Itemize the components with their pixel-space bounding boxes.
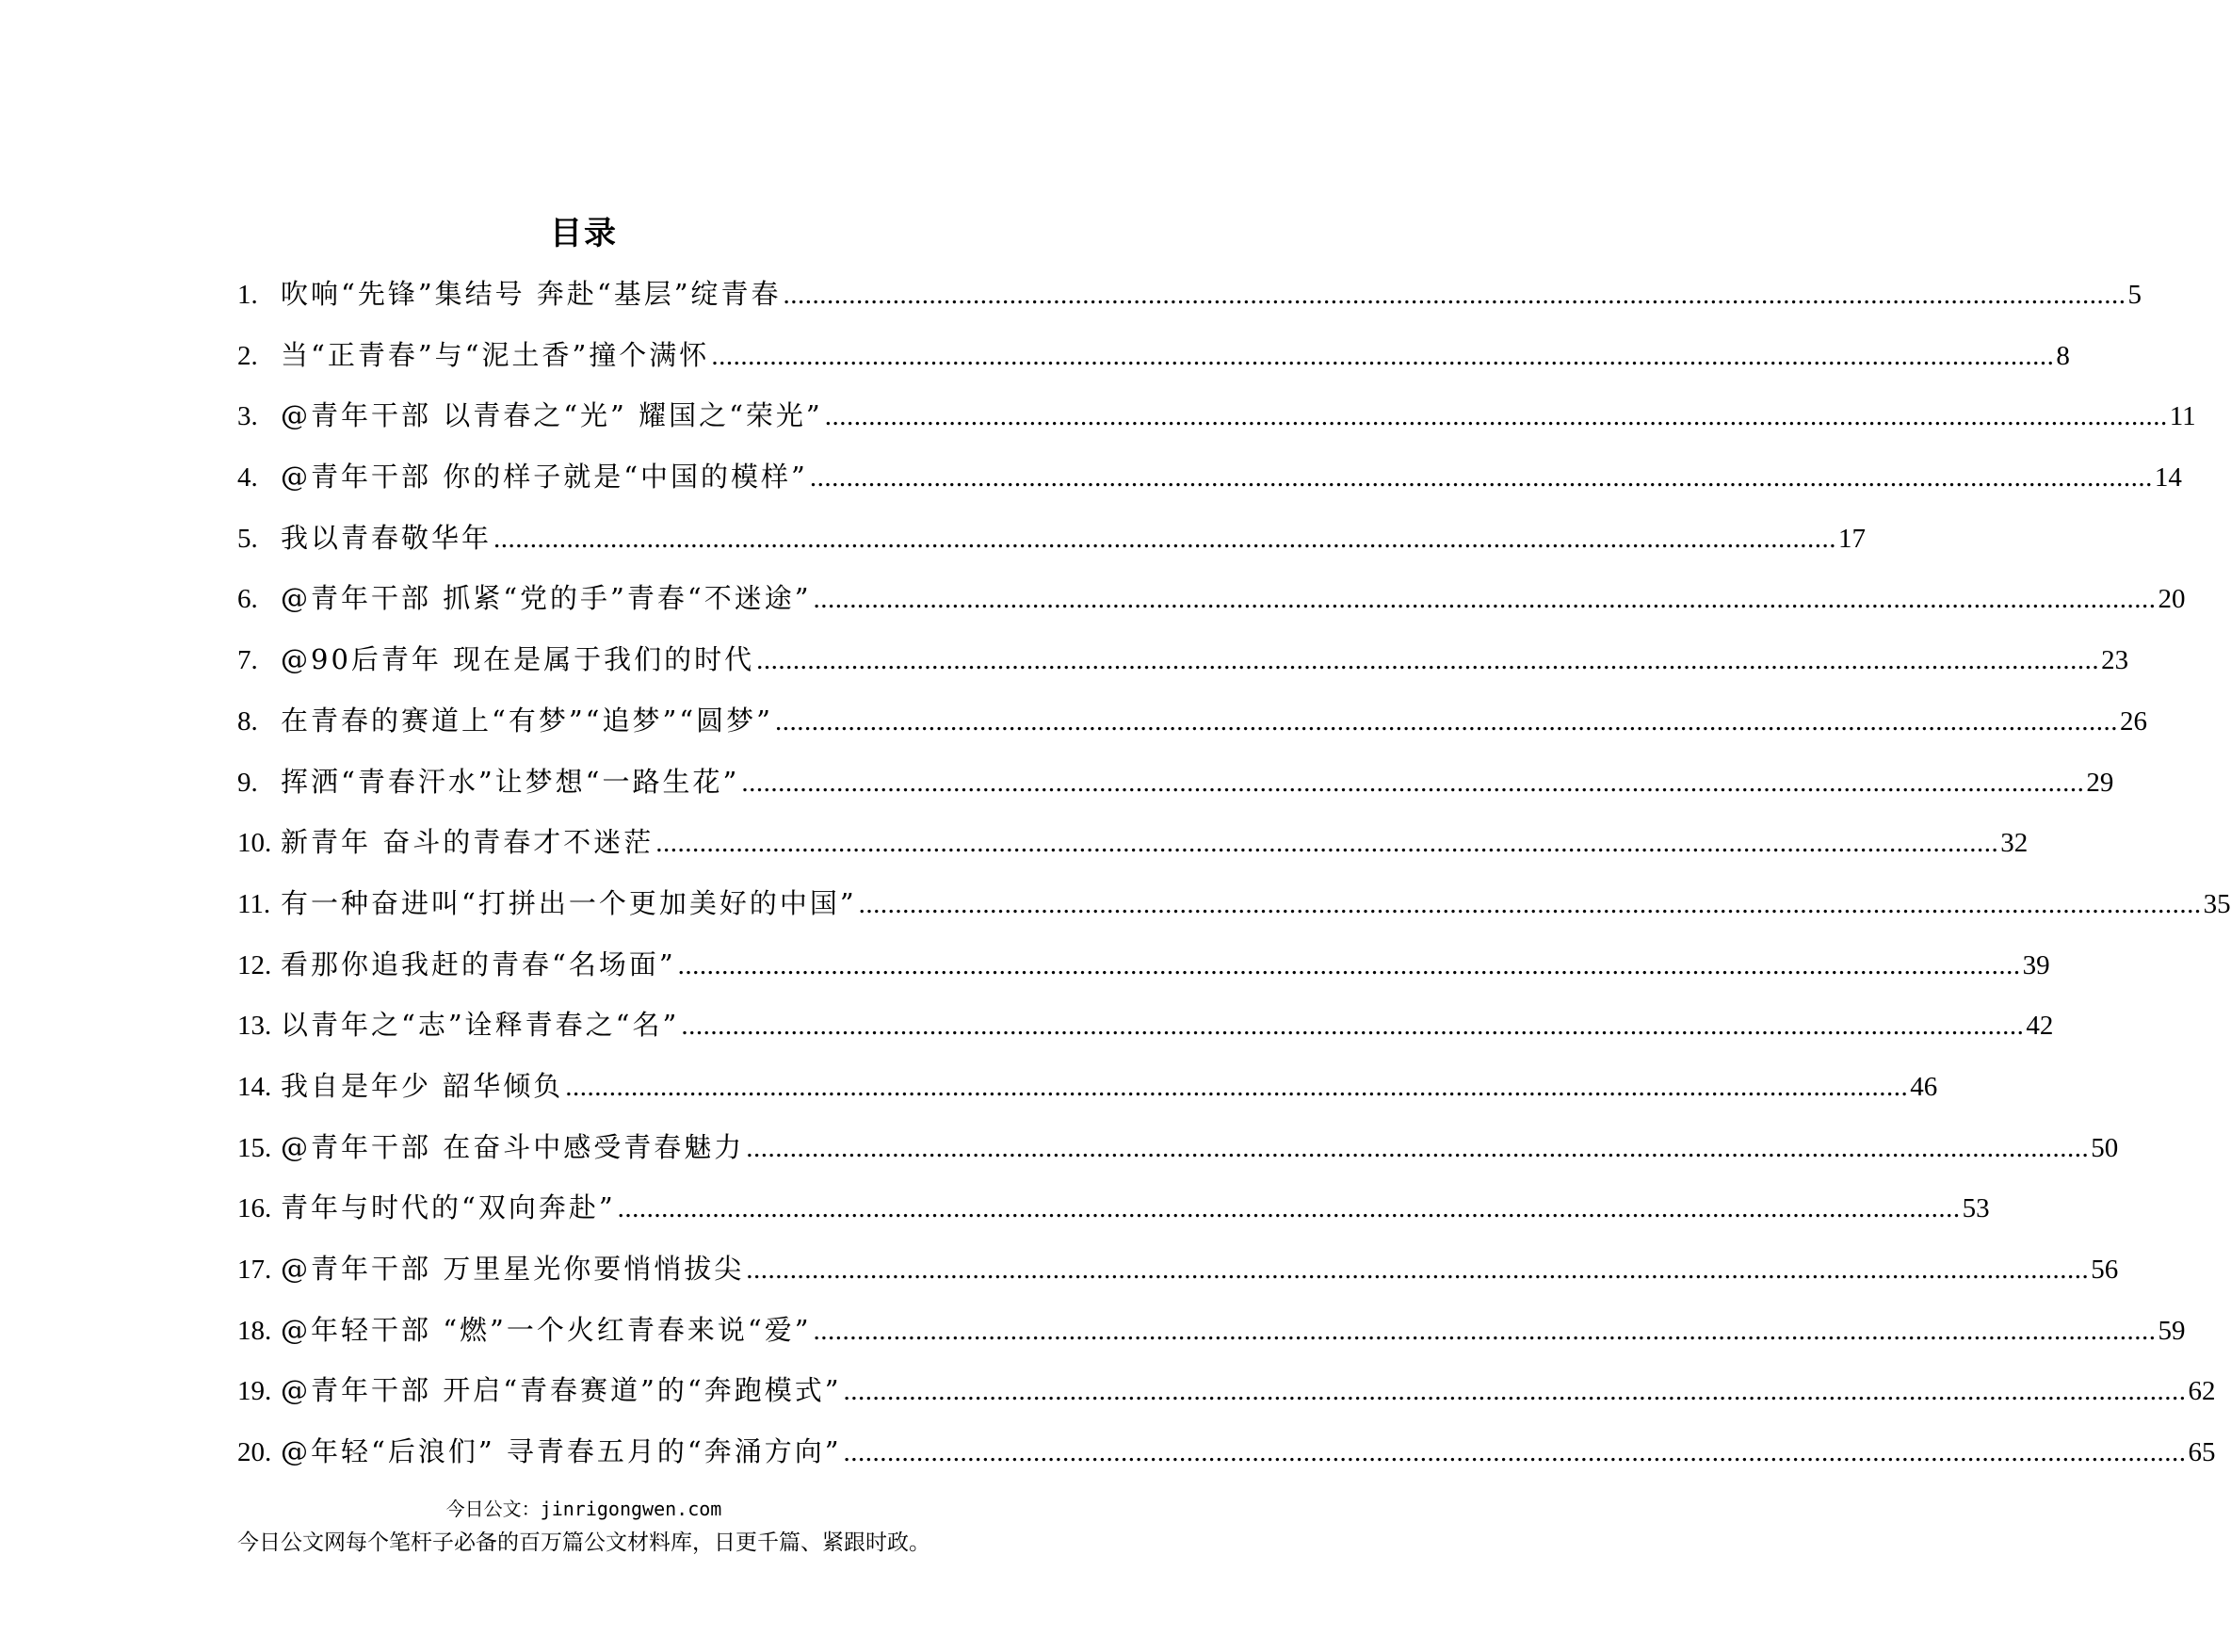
toc-item-number: 3.	[237, 401, 258, 432]
toc-item-title: @青年干部 以青春之“光” 耀国之“荣光”	[281, 399, 823, 432]
toc-item-title: 我自是年少 韶华倾负	[281, 1069, 564, 1102]
toc-item[interactable]	[237, 577, 2186, 639]
toc-item-page: 5	[2127, 280, 2142, 310]
toc-dot-leader	[655, 822, 1998, 864]
table-of-contents	[237, 273, 2231, 1492]
toc-item-page: 29	[2086, 767, 2114, 798]
toc-item[interactable]	[237, 273, 2142, 334]
toc-dot-leader	[746, 1127, 2089, 1169]
toc-dot-leader	[711, 335, 2054, 377]
toc-item-number: 18.	[237, 1315, 272, 1346]
toc-dot-leader	[565, 1066, 1908, 1108]
footer-slogan: 今日公文网每个笔杆子必备的百万篇公文材料库，日更千篇、紧跟时政。	[237, 1531, 930, 1555]
toc-item[interactable]	[237, 1187, 1990, 1248]
toc-dot-leader	[756, 640, 2099, 681]
toc-item-number: 6.	[237, 584, 258, 615]
toc-item-page: 50	[2091, 1132, 2119, 1163]
toc-item-number: 1.	[237, 280, 258, 310]
toc-item[interactable]	[237, 1309, 2186, 1370]
toc-item-page: 20	[2158, 584, 2186, 615]
toc-item-number: 20.	[237, 1437, 272, 1468]
toc-item-page: 62	[2188, 1376, 2216, 1407]
toc-item-title: 青年与时代的“双向奔赴”	[281, 1191, 616, 1224]
toc-item-title: @青年干部 万里星光你要悄悄拔尖	[281, 1253, 745, 1285]
toc-dot-leader	[618, 1188, 1961, 1229]
footer-site-label: 今日公文：	[445, 1498, 541, 1520]
toc-item[interactable]	[237, 944, 2050, 1005]
toc-item[interactable]	[237, 456, 2182, 517]
toc-item[interactable]	[237, 1126, 2119, 1188]
toc-dot-leader	[814, 1310, 2157, 1352]
toc-item-title: 在青春的赛道上“有梦”“追梦”“圆梦”	[281, 704, 773, 737]
toc-item[interactable]	[237, 883, 2231, 944]
toc-item-title: @年轻“后浪们” 寻青春五月的“奔涌方向”	[281, 1435, 842, 1468]
toc-item-number: 2.	[237, 340, 258, 371]
toc-item-page: 53	[1962, 1193, 1990, 1224]
toc-item-title: 挥洒“青春汗水”让梦想“一路生花”	[281, 765, 740, 798]
toc-item[interactable]	[237, 1004, 2054, 1065]
toc-item-title: 吹响“先锋”集结号 奔赴“基层”绽青春	[281, 278, 782, 310]
toc-item-page: 32	[2000, 828, 2029, 859]
toc-item-number: 8.	[237, 705, 258, 737]
toc-item-page: 59	[2158, 1315, 2186, 1346]
toc-item-number: 14.	[237, 1071, 272, 1102]
toc-item-title: @年轻干部 “燃”一个火红青春来说“爱”	[281, 1313, 812, 1346]
toc-item-title: 以青年之“志”诠释青春之“名”	[281, 1009, 680, 1042]
toc-item-page: 23	[2101, 645, 2129, 676]
toc-dot-leader	[775, 701, 2118, 742]
toc-dot-leader	[844, 1370, 2187, 1412]
page-title: 目录	[550, 215, 618, 252]
toc-item-page: 35	[2203, 888, 2231, 919]
toc-item-page: 8	[2056, 340, 2070, 371]
toc-item-page: 65	[2188, 1437, 2216, 1468]
toc-item-number: 19.	[237, 1376, 272, 1407]
toc-item-page: 46	[1910, 1071, 1938, 1102]
toc-item-number: 13.	[237, 1011, 272, 1042]
toc-item-title: 新青年 奋斗的青春才不迷茫	[281, 826, 655, 859]
toc-item-number: 4.	[237, 462, 258, 494]
toc-item[interactable]	[237, 700, 2147, 761]
toc-item-number: 17.	[237, 1255, 272, 1285]
toc-dot-leader	[784, 274, 2126, 316]
toc-dot-leader	[825, 396, 2168, 437]
toc-item-page: 39	[2022, 949, 2050, 980]
toc-item[interactable]	[237, 639, 2129, 700]
toc-item-page: 56	[2091, 1255, 2119, 1285]
toc-item[interactable]	[237, 1431, 2216, 1492]
toc-item-page: 42	[2026, 1011, 2054, 1042]
toc-item-number: 7.	[237, 645, 258, 676]
toc-item-title: 有一种奋进叫“打拼出一个更加美好的中国”	[281, 886, 857, 919]
toc-item-title: @90后青年 现在是属于我们的时代	[281, 643, 755, 676]
toc-item[interactable]	[237, 517, 1867, 578]
toc-item-number: 9.	[237, 767, 258, 798]
toc-dot-leader	[746, 1249, 2089, 1290]
toc-item-number: 5.	[237, 523, 258, 554]
toc-dot-leader	[493, 518, 1836, 559]
toc-item-title: 当“正青春”与“泥土香”撞个满怀	[281, 338, 710, 371]
toc-item-number: 15.	[237, 1132, 272, 1163]
toc-item-page: 14	[2154, 462, 2182, 494]
toc-dot-leader	[678, 945, 2021, 986]
toc-item-title: 我以青春敬华年	[281, 521, 493, 554]
toc-item[interactable]	[237, 761, 2114, 822]
toc-item-title: @青年干部 在奋斗中感受青春魅力	[281, 1130, 745, 1163]
toc-item-number: 16.	[237, 1193, 272, 1224]
toc-dot-leader	[814, 578, 2157, 620]
footer-site-url[interactable]: jinrigongwen.com	[540, 1498, 722, 1520]
toc-item-page: 11	[2169, 401, 2196, 432]
toc-dot-leader	[810, 457, 2153, 498]
footer-site-line	[0, 1496, 1168, 1522]
toc-item-number: 11.	[237, 888, 271, 919]
toc-item-page: 26	[2119, 705, 2147, 737]
toc-item[interactable]	[237, 334, 2070, 396]
toc-dot-leader	[681, 1005, 2024, 1046]
toc-item[interactable]	[237, 1369, 2216, 1431]
toc-item-title: @青年干部 你的样子就是“中国的模样”	[281, 461, 808, 494]
toc-item[interactable]	[237, 395, 2196, 456]
toc-item-title: @青年干部 抓紧“党的手”青春“不迷途”	[281, 582, 812, 615]
toc-item[interactable]	[237, 821, 2029, 883]
toc-item-title: 看那你追我赶的青春“名场面”	[281, 947, 676, 980]
toc-item[interactable]	[237, 1248, 2119, 1309]
toc-dot-leader	[859, 883, 2202, 925]
toc-dot-leader	[844, 1432, 2187, 1473]
toc-item-number: 10.	[237, 828, 272, 859]
toc-item-number: 12.	[237, 949, 272, 980]
toc-dot-leader	[741, 762, 2084, 803]
toc-item-title: @青年干部 开启“青春赛道”的“奔跑模式”	[281, 1374, 842, 1407]
toc-item[interactable]	[237, 1065, 1938, 1126]
toc-item-page: 17	[1838, 523, 1867, 554]
